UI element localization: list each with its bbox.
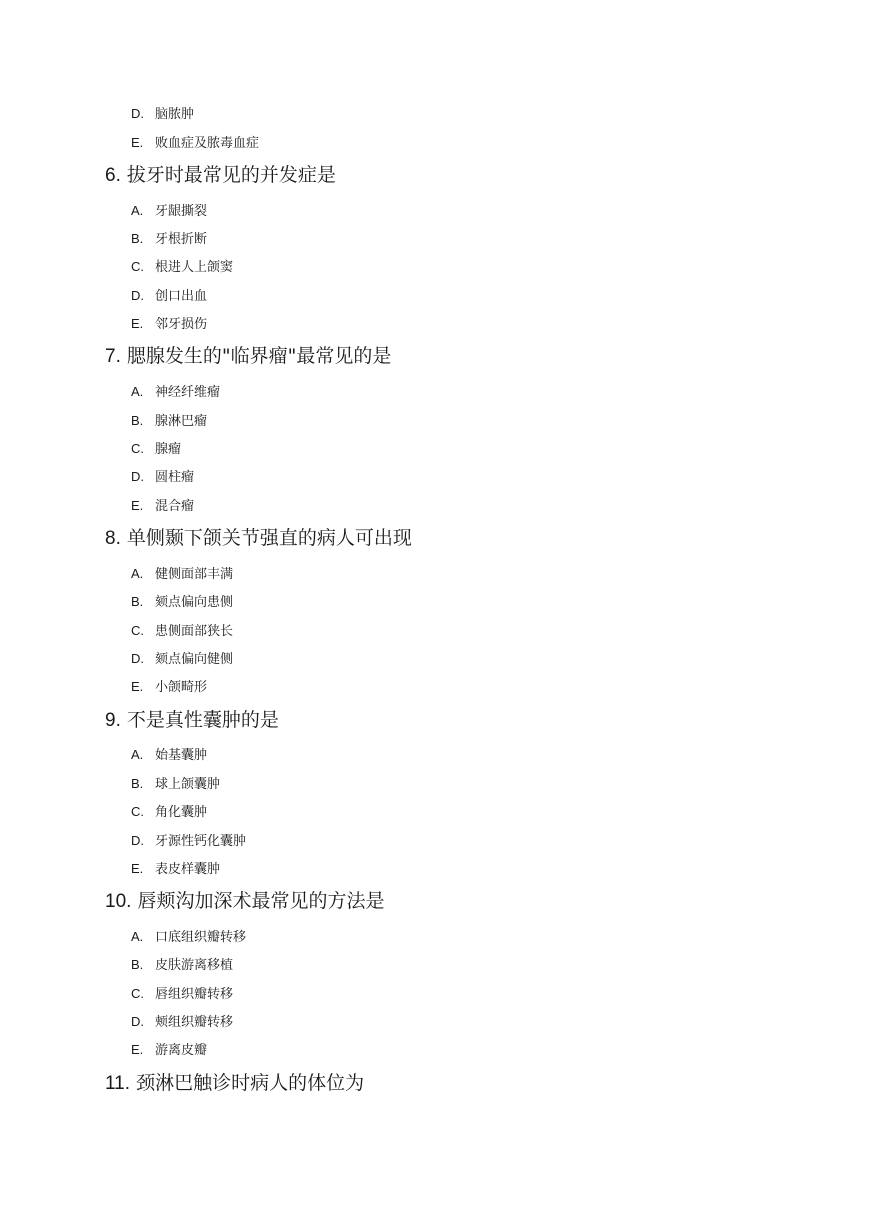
question-8-option-a: A. 健侧面部丰满 [131, 566, 234, 582]
question-6-option-e: E. 邻牙损伤 [131, 316, 208, 332]
question-7-option-c: C. 腺瘤 [131, 441, 182, 457]
question-10-option-b: B. 皮肤游离移植 [131, 957, 234, 973]
question-9-option-c: C. 角化囊肿 [131, 804, 208, 820]
question-8-option-b: B. 颏点偏向患侧 [131, 594, 234, 610]
question-9-option-a: A. 始基囊肿 [131, 747, 208, 763]
question-6-title: 6. 拔牙时最常见的并发症是 [105, 164, 336, 186]
option-prev-d: D. 脑脓肿 [131, 106, 195, 122]
question-10-option-d: D. 颊组织瓣转移 [131, 1014, 234, 1030]
question-9-option-d: D. 牙源性钙化囊肿 [131, 833, 247, 849]
question-8-option-c: C. 患侧面部狭长 [131, 623, 234, 639]
question-9-option-b: B. 球上颌囊肿 [131, 776, 221, 792]
question-8-option-d: D. 颏点偏向健侧 [131, 651, 234, 667]
question-6-option-a: A. 牙龈撕裂 [131, 203, 208, 219]
question-9-title: 9. 不是真性囊肿的是 [105, 709, 279, 731]
question-7-option-e: E. 混合瘤 [131, 498, 195, 514]
question-8-title: 8. 单侧颞下颌关节强直的病人可出现 [105, 527, 412, 549]
question-10-title: 10. 唇颊沟加深术最常见的方法是 [105, 890, 385, 912]
question-7-title: 7. 腮腺发生的"临界瘤"最常见的是 [105, 345, 392, 367]
question-6-option-c: C. 根进人上颌窦 [131, 259, 234, 275]
question-8-option-e: E. 小颌畸形 [131, 679, 208, 695]
question-6-option-b: B. 牙根折断 [131, 231, 208, 247]
question-7-option-a: A. 神经纤维瘤 [131, 384, 221, 400]
question-10-option-a: A. 口底组织瓣转移 [131, 929, 247, 945]
question-7-option-d: D. 圆柱瘤 [131, 469, 195, 485]
option-prev-e: E. 败血症及脓毒血症 [131, 135, 260, 151]
question-10-option-e: E. 游离皮瓣 [131, 1042, 208, 1058]
question-11-title: 11. 颈淋巴触诊时病人的体位为 [105, 1072, 365, 1094]
question-7-option-b: B. 腺淋巴瘤 [131, 413, 208, 429]
question-6-option-d: D. 创口出血 [131, 288, 208, 304]
question-10-option-c: C. 唇组织瓣转移 [131, 986, 234, 1002]
question-9-option-e: E. 表皮样囊肿 [131, 861, 221, 877]
